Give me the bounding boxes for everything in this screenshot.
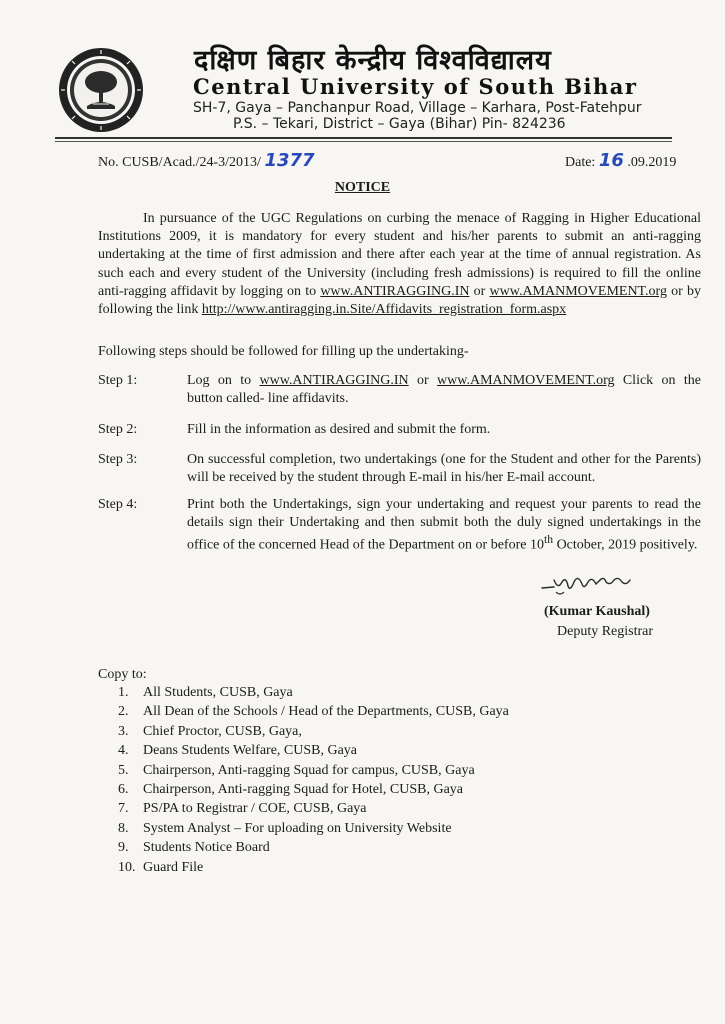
step-text xyxy=(187,496,701,554)
step-text: On successful completion, two undertakings (one for the Student and other for the Parents) will be received by the student through E-mail in his/her E-mail account. xyxy=(187,452,701,485)
signatory-name: (Kumar Kaushal) xyxy=(544,604,650,619)
copy-to-list xyxy=(118,683,509,877)
university-name-english: Central University of South Bihar xyxy=(193,74,638,99)
list-item xyxy=(118,799,509,818)
handwritten-date-day: 16 xyxy=(598,150,624,171)
paragraph-or: or xyxy=(469,283,490,299)
list-item-number: 4. xyxy=(118,743,129,759)
university-name-hindi: दक्षिण बिहार केन्द्रीय विश्वविद्यालय xyxy=(194,45,552,76)
notice-title: NOTICE xyxy=(334,180,391,195)
step-text-part: or xyxy=(408,373,438,388)
step-text-part: Log on to xyxy=(187,373,260,388)
list-item xyxy=(118,722,509,741)
notice-paragraph xyxy=(98,210,701,319)
affidavit-form-link[interactable]: http://www.antiragging.in.Site/Affidavits_registration_form.aspx xyxy=(201,302,567,318)
handwritten-reference-number: 1377 xyxy=(264,150,315,171)
list-item-text: Chairperson, Anti-ragging Squad for Hotel, CUSB, Gaya xyxy=(143,781,464,797)
step-text-part: October, 2019 positively. xyxy=(553,537,698,553)
list-item-text: Chairperson, Anti-ragging Squad for campus, CUSB, Gaya xyxy=(143,762,475,778)
step-label: Step 3: xyxy=(98,452,138,467)
handwritten-signature xyxy=(540,570,640,602)
list-item xyxy=(118,819,509,838)
reference-number xyxy=(98,150,315,171)
list-item xyxy=(118,702,509,721)
list-item-text: All Students, CUSB, Gaya xyxy=(143,685,293,700)
step-label: Step 1: xyxy=(98,373,138,388)
amanmovement-link[interactable]: www.AMANMOVEMENT.org xyxy=(437,373,615,388)
step-4 xyxy=(98,496,701,554)
steps-intro: Following steps should be followed for filling up the undertaking- xyxy=(98,344,469,359)
list-item-number: 5. xyxy=(118,762,129,778)
list-item xyxy=(118,780,509,799)
list-item-text: All Dean of the Schools / Head of the Departments, CUSB, Gaya xyxy=(143,704,509,720)
step-3 xyxy=(98,451,701,486)
list-item-text: PS/PA to Registrar / COE, CUSB, Gaya xyxy=(143,801,367,817)
list-item-text: System Analyst – For uploading on University Website xyxy=(143,820,452,836)
step-text: Fill in the information as desired and submit the form. xyxy=(187,422,491,437)
letterhead-divider-thin xyxy=(55,141,672,142)
step-text-part: Print both the Undertakings, sign your undertaking and request your parents to read the details sign their Undertaking and then submit both the duly signed undertakings in the office of the concerned Head of the Department on or before 10 xyxy=(187,497,701,553)
list-item-text: Chief Proctor, CUSB, Gaya, xyxy=(143,723,302,739)
date-label: Date: xyxy=(565,155,599,170)
university-seal-icon xyxy=(57,46,145,134)
letterhead-divider xyxy=(55,137,672,139)
address-line-2: P.S. – Tekari, District – Gaya (Bihar) Pin- 824236 xyxy=(233,116,566,132)
list-item xyxy=(118,858,509,877)
address-line-1: SH-7, Gaya – Panchanpur Road, Village – Karhara, Post-Fatehpur xyxy=(193,100,642,116)
list-item-text: Deans Students Welfare, CUSB, Gaya xyxy=(143,743,358,759)
ordinal-suffix: th xyxy=(543,533,554,546)
antiragging-link[interactable]: www.ANTIRAGGING.IN xyxy=(320,283,470,299)
list-item-number: 3. xyxy=(118,723,129,739)
list-item-number: 1. xyxy=(118,685,129,700)
list-item-number: 8. xyxy=(118,820,129,836)
paragraph-text: In pursuance of the UGC Regulations on curbing the menace of Ragging in Higher Educational Institutions 2009, it is mandatory for every student and his/her parents to submit an anti-ragging undertaking at the time of first admission and there after each year at the time of annual registration. As such each and every student of the University (including fresh admissions) is required to fill the online anti-ragging affidavit by logging on to xyxy=(98,211,701,299)
list-item-number: 9. xyxy=(118,840,129,856)
copy-to-heading: Copy to: xyxy=(98,667,147,682)
step-text xyxy=(187,372,701,407)
antiragging-link[interactable]: www.ANTIRAGGING.IN xyxy=(259,373,409,388)
list-item-number: 7. xyxy=(118,801,129,817)
list-item xyxy=(118,838,509,857)
list-item-number: 6. xyxy=(118,781,129,797)
date-rest: .09.2019 xyxy=(627,155,677,170)
notice-date xyxy=(565,150,676,171)
list-item xyxy=(118,741,509,760)
reference-prefix: No. CUSB/Acad./24-3/2013/ xyxy=(98,155,261,170)
list-item xyxy=(118,761,509,780)
signatory-designation: Deputy Registrar xyxy=(557,624,654,639)
step-label: Step 2: xyxy=(98,422,138,437)
step-label: Step 4: xyxy=(98,497,138,512)
list-item xyxy=(118,683,509,702)
step-2 xyxy=(98,421,701,439)
step-text-part: Click on the button called- line affidavits. xyxy=(187,373,701,406)
list-item-text: Students Notice Board xyxy=(143,840,270,856)
list-item-number: 10. xyxy=(118,859,136,875)
paragraph-tail: or by following the link xyxy=(98,283,701,318)
step-1 xyxy=(98,372,701,407)
list-item-text: Guard File xyxy=(143,859,204,875)
list-item-number: 2. xyxy=(118,704,129,720)
amanmovement-link[interactable]: www.AMANMOVEMENT.org xyxy=(489,283,667,299)
